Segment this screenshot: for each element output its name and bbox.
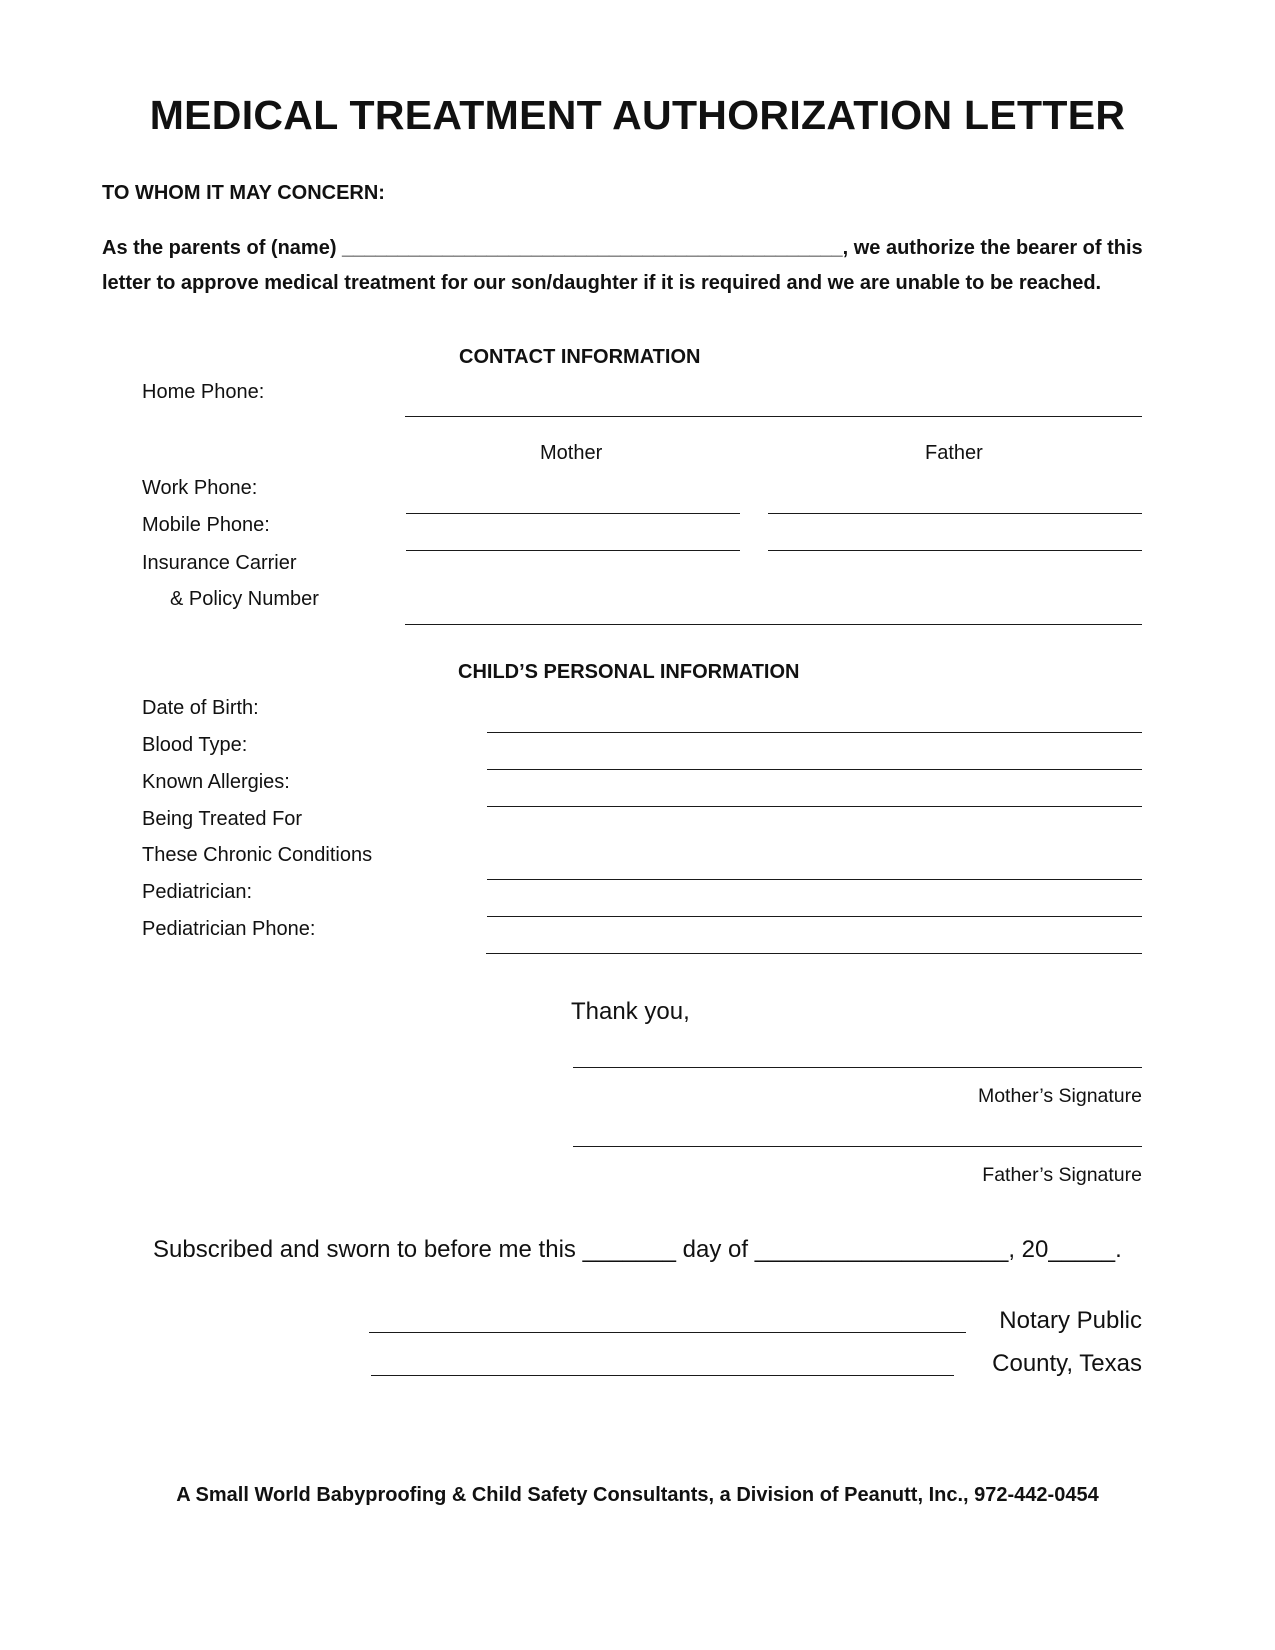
salutation: TO WHOM IT MAY CONCERN: [102,182,385,204]
blood-type-label: Blood Type: [142,734,248,756]
home-phone-label: Home Phone: [142,381,265,403]
notary-public-line[interactable] [369,1332,966,1333]
pediatrician-phone-label: Pediatrician Phone: [142,918,316,940]
county-line[interactable] [371,1375,954,1376]
footer: A Small World Babyproofing & Child Safety Consultants, a Division of Peanutt, Inc., 972-442-0454 [176,1484,1099,1506]
intro-prefix: As the parents of (name) [102,237,343,259]
notary-public-label: Notary Public [999,1307,1142,1334]
insurance-line[interactable] [405,624,1142,625]
mother-mobile-phone-line[interactable] [406,550,740,551]
dob-line[interactable] [487,732,1142,733]
chronic-label-1: Being Treated For [142,808,303,830]
contact-heading: CONTACT INFORMATION [459,346,701,368]
intro-suffix: , we authorize the bearer of this [842,237,1143,259]
mother-signature-label: Mother’s Signature [977,1085,1142,1107]
work-phone-label: Work Phone: [142,477,258,499]
intro-line-2: letter to approve medical treatment for our son/daughter if it is required and we are unable to be reached. [102,272,1102,294]
father-column-label: Father [925,442,983,464]
chronic-label-2: These Chronic Conditions [142,844,373,866]
sworn-statement: Subscribed and sworn to before me this _______ day of ___________________, 20_____. [153,1236,1122,1263]
thank-you: Thank you, [571,998,690,1025]
father-signature-line[interactable] [573,1146,1142,1147]
mother-signature-line[interactable] [573,1067,1142,1068]
mother-column-label: Mother [540,442,603,464]
intro-line-1 [102,237,1143,260]
father-work-phone-line[interactable] [768,513,1142,514]
father-signature-label: Father’s Signature [982,1164,1142,1186]
page-title: MEDICAL TREATMENT AUTHORIZATION LETTER [149,92,1126,138]
child-heading: CHILD’S PERSONAL INFORMATION [458,661,800,683]
allergies-label: Known Allergies: [142,771,290,793]
pediatrician-line[interactable] [487,916,1142,917]
father-mobile-phone-line[interactable] [768,550,1142,551]
blood-type-line[interactable] [487,769,1142,770]
insurance-label-1: Insurance Carrier [142,552,297,574]
allergies-line[interactable] [487,806,1142,807]
mother-work-phone-line[interactable] [406,513,740,514]
dob-label: Date of Birth: [142,697,259,719]
home-phone-line[interactable] [405,416,1142,417]
pediatrician-phone-line[interactable] [486,953,1142,954]
insurance-label-2: & Policy Number [170,588,319,610]
mobile-phone-label: Mobile Phone: [142,514,270,536]
county-label: County, Texas [992,1350,1142,1377]
pediatrician-label: Pediatrician: [142,881,253,903]
child-name-blank[interactable]: _____________________________________________ [342,237,843,259]
chronic-conditions-line[interactable] [487,879,1142,880]
